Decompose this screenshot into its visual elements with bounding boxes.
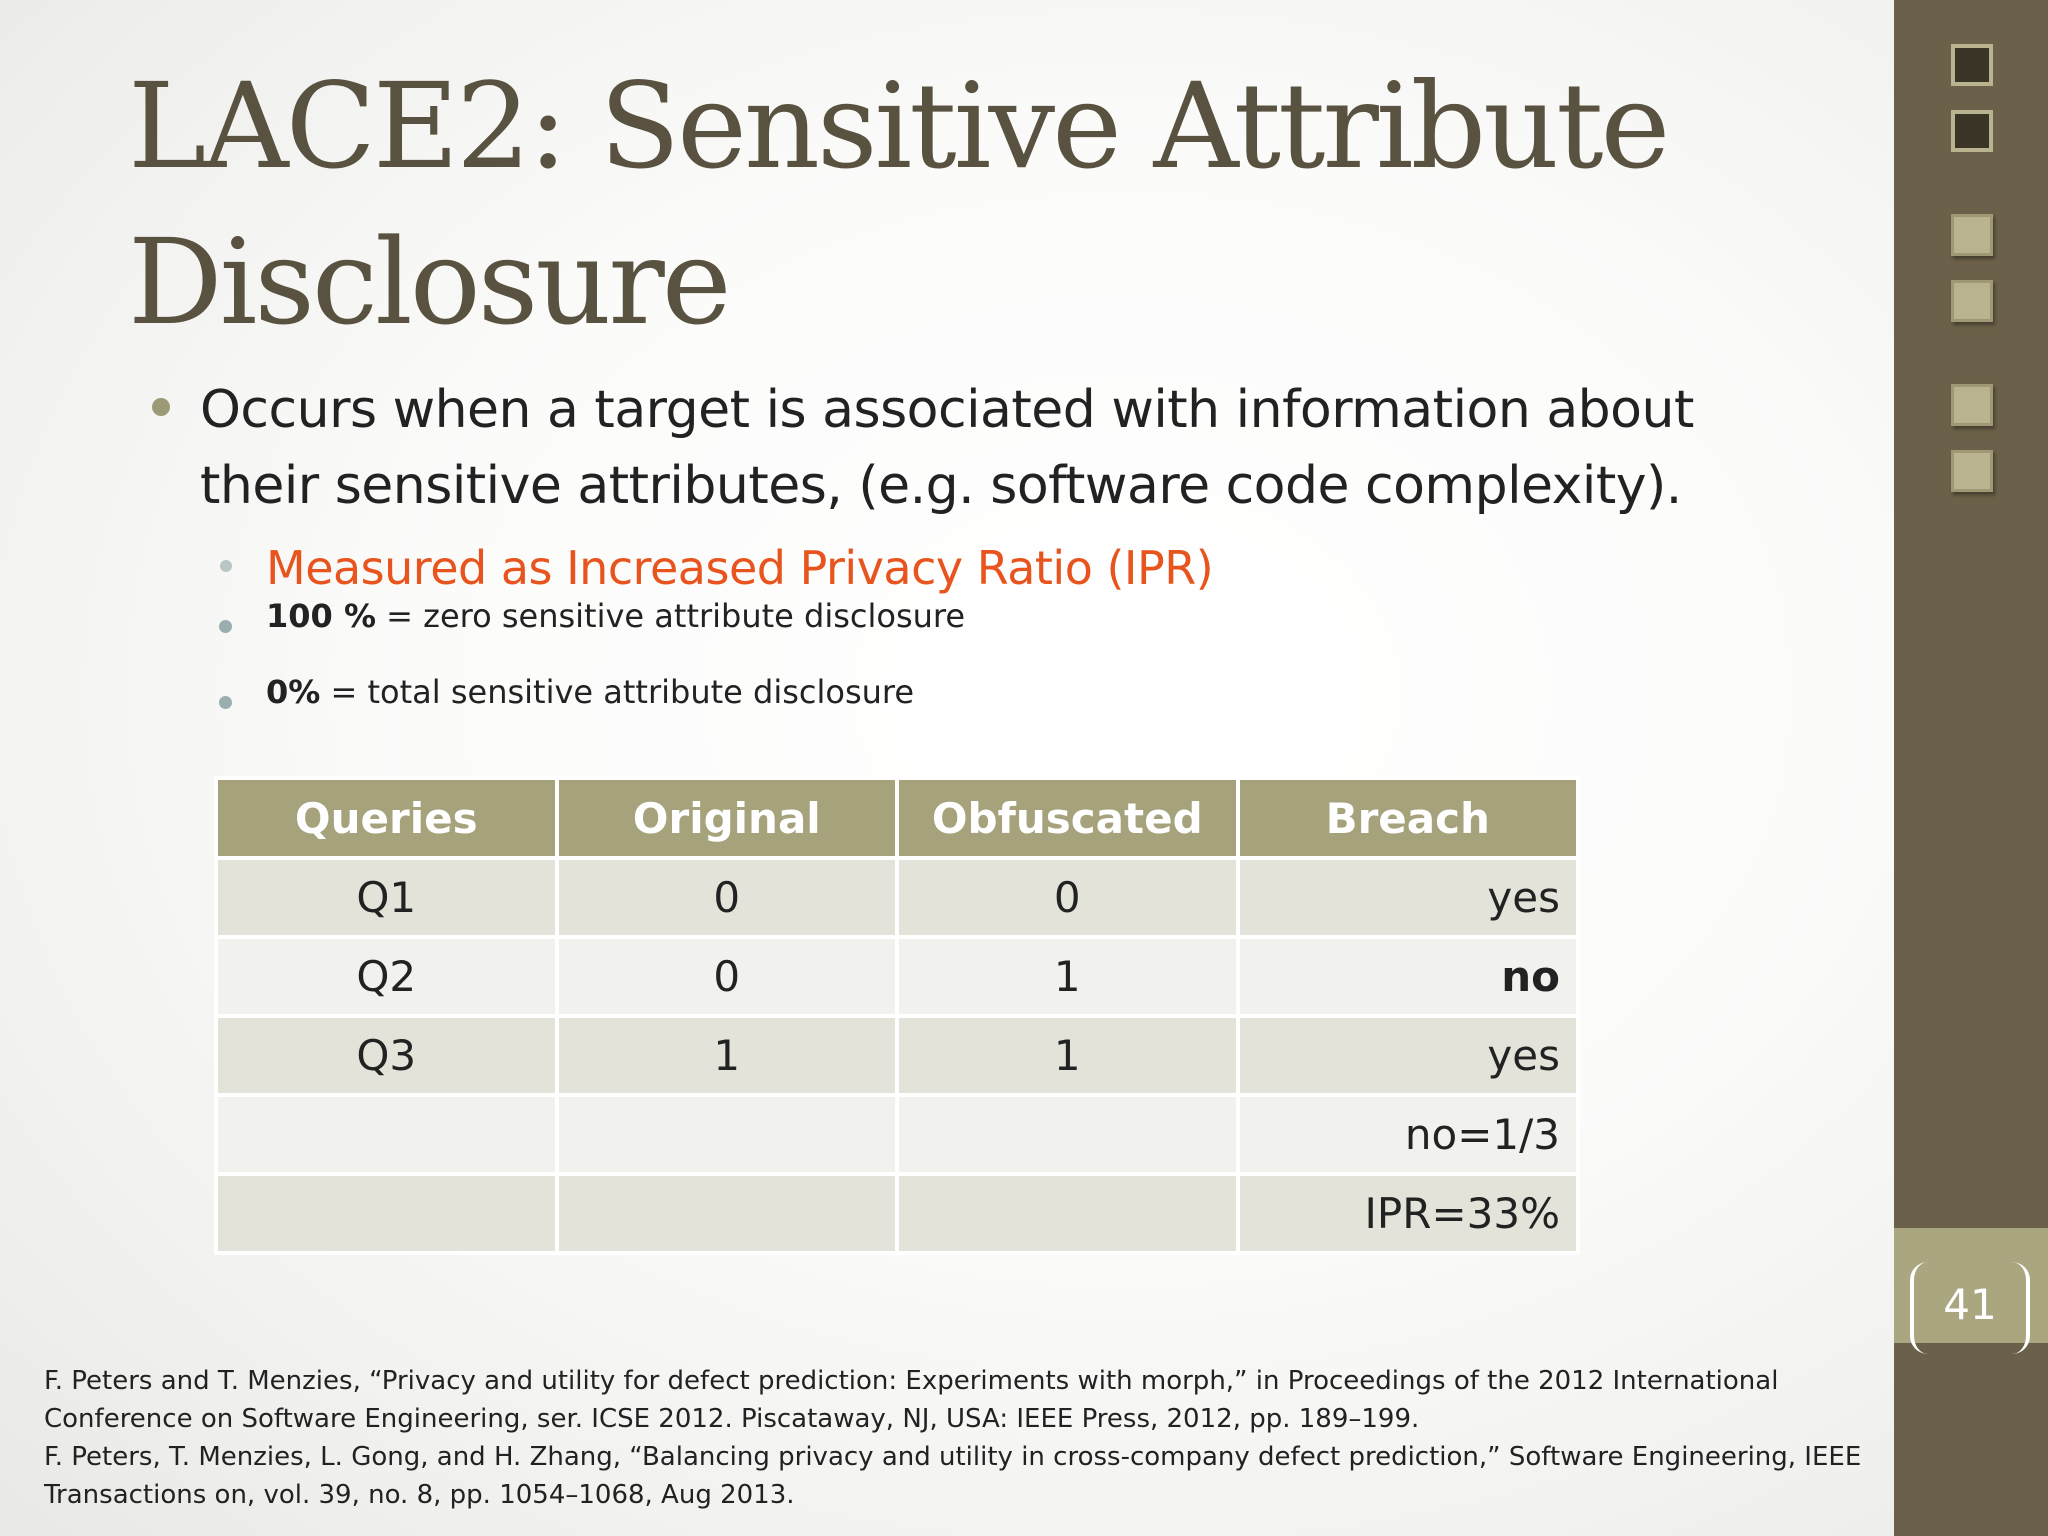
table-row (216, 1095, 1578, 1174)
decorative-square (1951, 450, 1993, 492)
decorative-square (1951, 384, 1993, 426)
sub-bullet-dot (220, 560, 232, 572)
reference-item: F. Peters and T. Menzies, “Privacy and utility for defect prediction: Experiments with morph,” in Proceedings of the 2012 International Conference on Software Engineering, ser. ICSE 2012. Piscataway, NJ, USA: IEEE Press, 2012, pp. 189–199. (44, 1366, 1779, 1434)
sub-item-0 (266, 670, 914, 714)
table-row (216, 1174, 1578, 1253)
sub-item-text: = zero sensitive attribute disclosure (376, 597, 966, 635)
table-cell: 0 (557, 937, 898, 1016)
sub-item-dot (219, 696, 232, 709)
sub-item-bold: 0% (266, 673, 321, 711)
table-cell: 0 (897, 858, 1238, 937)
title-line-1: LACE2: Sensitive Attribute (128, 57, 1668, 195)
table-row (216, 1016, 1578, 1095)
table-cell (557, 1095, 898, 1174)
table-row (216, 858, 1578, 937)
header-breach: Breach (1238, 778, 1579, 858)
table-cell: IPR=33% (1238, 1174, 1579, 1253)
bullet-dot (152, 398, 170, 416)
table-cell: no (1238, 937, 1579, 1016)
table-cell: 0 (557, 858, 898, 937)
table-row (216, 937, 1578, 1016)
table-cell: Q2 (216, 937, 557, 1016)
page-number: 41 (1943, 1280, 1997, 1329)
header-original: Original (557, 778, 898, 858)
table-cell (557, 1174, 898, 1253)
table-cell: Q3 (216, 1016, 557, 1095)
references (44, 1362, 1874, 1514)
table-cell (216, 1095, 557, 1174)
header-queries: Queries (216, 778, 557, 858)
table-cell: yes (1238, 1016, 1579, 1095)
table-cell (897, 1095, 1238, 1174)
decorative-square (1951, 214, 1993, 256)
table-cell (216, 1174, 557, 1253)
decorative-square (1951, 110, 1993, 152)
table-cell: 1 (557, 1016, 898, 1095)
header-obfuscated: Obfuscated (897, 778, 1238, 858)
sub-item-dot (219, 620, 232, 633)
main-bullet-text: Occurs when a target is associated with information about their sensitive attributes, (e.g. software code complexity). (200, 380, 1694, 516)
table-cell: yes (1238, 858, 1579, 937)
decorative-square (1951, 280, 1993, 322)
table-cell: Q1 (216, 858, 557, 937)
table-cell: no=1/3 (1238, 1095, 1579, 1174)
reference-item: F. Peters, T. Menzies, L. Gong, and H. Zhang, “Balancing privacy and utility in cross-company defect prediction,” Software Engineering, IEEE Transactions on, vol. 39, no. 8, pp. 1054–1068, Aug 2013. (44, 1442, 1862, 1510)
sub-item-bold: 100 % (266, 597, 376, 635)
decorative-square (1951, 44, 1993, 86)
sub-item-100 (266, 594, 965, 638)
table-cell: 1 (897, 1016, 1238, 1095)
title-line-2: Disclosure (128, 213, 729, 351)
breach-table (214, 776, 1580, 1255)
table-cell (897, 1174, 1238, 1253)
ipr-bullet-text: Measured as Increased Privacy Ratio (IPR) (266, 541, 1214, 595)
sub-item-text: = total sensitive attribute disclosure (320, 673, 915, 711)
table-cell: 1 (897, 937, 1238, 1016)
slide-title (128, 48, 1728, 360)
table-header-row (216, 778, 1578, 858)
